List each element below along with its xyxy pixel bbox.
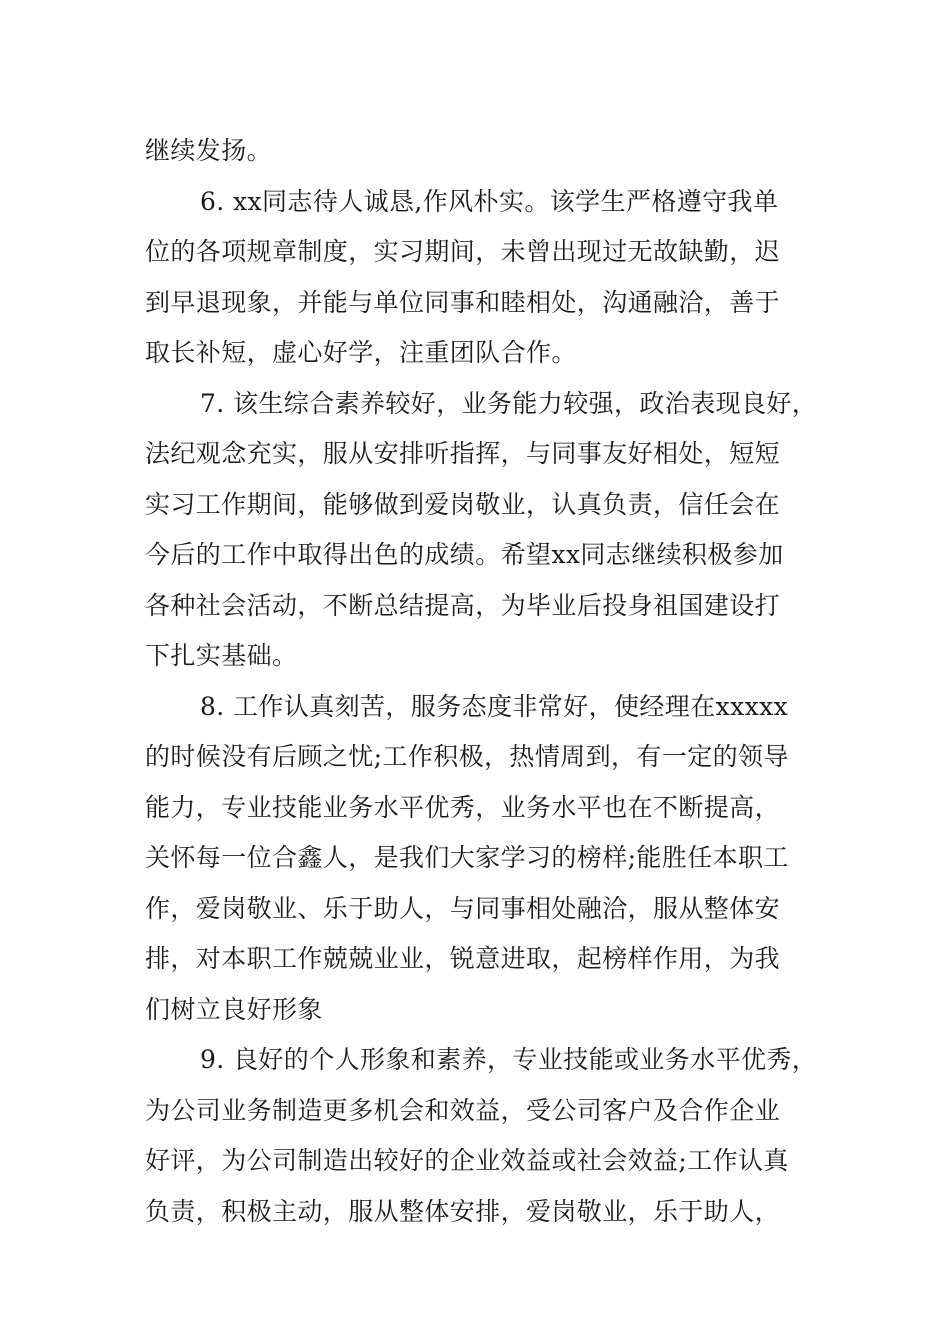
text-line: 下扎实基础。 (145, 641, 298, 670)
text-line: 位的各项规章制度，实习期间，未曾出现过无故缺勤，迟 (145, 237, 781, 266)
document-body (145, 126, 818, 1237)
text-line: 好评，为公司制造出较好的企业效益或社会效益;工作认真 (145, 1146, 789, 1175)
text-line: 为公司业务制造更多机会和效益，受公司客户及合作企业 (145, 1095, 781, 1125)
text-line: 们树立良好形象 (145, 994, 323, 1024)
text-line: 的时候没有后顾之忧;工作积极，热情周到，有一定的领导 (145, 742, 789, 771)
text-line: 负责，积极主动，服从整体安排，爱岗敬业，乐于助人， (145, 1196, 781, 1226)
text-line: 关怀每一位合鑫人，是我们大家学习的榜样;能胜任本职工 (145, 843, 789, 872)
paragraph-9-start: 9. 良好的个人形象和素养，专业技能或业务水平优秀， (200, 1045, 818, 1074)
text-line: 今后的工作中取得出色的成绩。希望xx同志继续积极参加 (145, 540, 784, 569)
text-line: 实习工作期间，能够做到爱岗敬业，认真负责，信任会在 (145, 489, 781, 519)
text-line: 法纪观念充实，服从安排听指挥，与同事友好相处，短短 (145, 439, 781, 468)
text-line: 能力，专业技能业务水平优秀，业务水平也在不断提高， (145, 792, 781, 822)
text-line: 作，爱岗敬业、乐于助人，与同事相处融洽，服从整体安 (145, 893, 781, 923)
text-line: 各种社会活动，不断总结提高，为毕业后投身祖国建设打 (145, 590, 781, 620)
paragraph-7-start: 7. 该生综合素养较好，业务能力较强，政治表现良好， (200, 388, 818, 418)
text-line: 继续发扬。 (145, 136, 273, 165)
text-line: 排，对本职工作兢兢业业，锐意进取，起榜样作用，为我 (145, 944, 781, 973)
paragraph-6-start: 6. xx同志待人诚恳,作风朴实。该学生严格遵守我单 (200, 186, 779, 216)
text-line: 取长补短，虚心好学，注重团队合作。 (145, 338, 577, 367)
paragraph-8-start: 8. 工作认真刻苦，服务态度非常好，使经理在xxxxx (200, 691, 789, 721)
text-line: 到早退现象，并能与单位同事和睦相处，沟通融洽，善于 (145, 287, 781, 317)
